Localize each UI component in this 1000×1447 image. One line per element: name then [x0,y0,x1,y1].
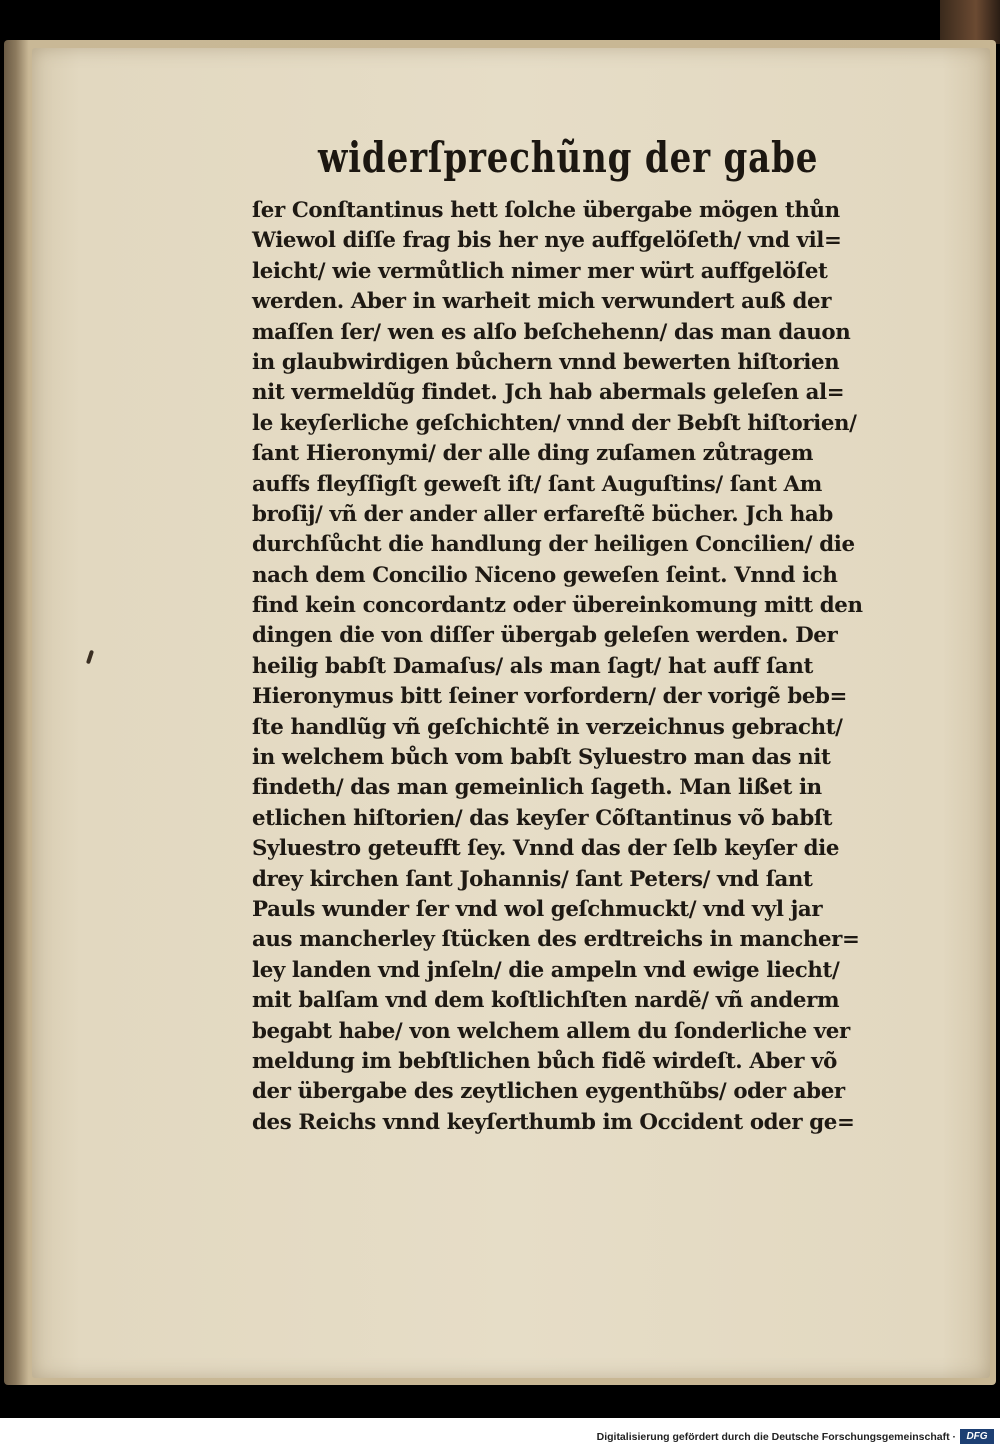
text-line: aus mancherley ſtücken des erdtreichs in mancher= [252,927,860,953]
text-line: findeth/ das man gemeinlich ſageth. Man lißet in [252,775,822,801]
text-line: etlichen hiſtorien/ das keyſer Cõſtantinus võ babſt [252,805,833,831]
text-line: des Reichs vnnd keyſerthumb im Occident oder ge= [252,1109,855,1135]
text-line: ſant Hieronymi/ der alle ding zuſamen zůtragem [252,441,814,467]
text-line: ley landen vnd jnſeln/ die ampeln vnd ewige liecht/ [252,957,840,983]
text-line: ſer Conſtantinus hett ſolche übergabe mögen thůn [252,198,840,223]
text-line: nach dem Concilio Niceno geweſen ſeint. Vnnd ich [252,562,838,588]
body-text [252,196,912,1138]
text-line: mit balſam vnd dem koſtlichſten nardẽ/ vñ anderm [252,988,840,1014]
text-line: durchſůcht die handlung der heiligen Concilien/ die [252,532,855,558]
text-line: in glaubwirdigen bůchern vnnd bewerten hiſtorien [252,349,840,375]
text-line: in welchem bůch vom babſt Syluestro man das nit [252,745,831,771]
text-line: maſſen ſer/ wen es alſo beſchehenn/ das man dauon [252,319,851,345]
text-line: Hieronymus bitt ſeiner vorfordern/ der vorigẽ beb= [252,684,848,710]
text-line: dingen die von diſſer übergab geleſen werden. Der [252,623,838,649]
text-line: der übergabe des zeytlichen eygenthũbs/ oder aber [252,1079,845,1105]
text-line: ſte handlũg vñ geſchichtẽ in verzeichnus gebracht/ [252,714,843,740]
text-line: drey kirchen ſant Johannis/ ſant Peters/ vnd ſant [252,866,813,892]
dfg-logo: DFG [960,1429,994,1444]
text-line: Wiewol diſſe frag bis her nye auffgelöſeth/ vnd vil= [252,228,842,254]
text-line: heilig babſt Damaſus/ als man ſagt/ hat auff ſant [252,653,813,679]
text-line: Pauls wunder ſer vnd wol geſchmuckt/ vnd vyl jar [252,896,823,922]
text-line: werden. Aber in warheit mich verwundert auß der [252,289,832,315]
text-line: Syluestro geteufft ſey. Vnnd das der ſelb keyſer die [252,836,840,862]
text-line: begabt habe/ von welchem allem du ſonderliche ver [252,1018,850,1044]
text-line: broſij/ vñ der ander aller erfareſtẽ bücher. Jch hab [252,501,833,527]
text-line: leicht/ wie vermůtlich nimer mer würt auffgelöſet [252,258,828,284]
text-line: meldung im bebſtlichen bůch fidẽ wirdeſt. Aber võ [252,1048,837,1074]
text-line: le keyſerliche geſchichten/ vnnd der Bebſt hiſtorien/ [252,410,857,436]
book-cover-corner [940,0,1000,44]
page-heading: widerſprechũng der gabe [318,133,819,182]
text-line: auffs fleyſſigſt geweſt iſt/ ſant Auguſtins/ ſant Am [252,471,822,497]
text-line: nit vermeldũg findet. Jch hab abermals geleſen al= [252,380,845,406]
funding-credit: Digitalisierung gefördert durch die Deutsche Forschungsgemeinschaft · [596,1431,956,1443]
text-line: find kein concordantz oder übereinkomung mitt den [252,593,863,619]
